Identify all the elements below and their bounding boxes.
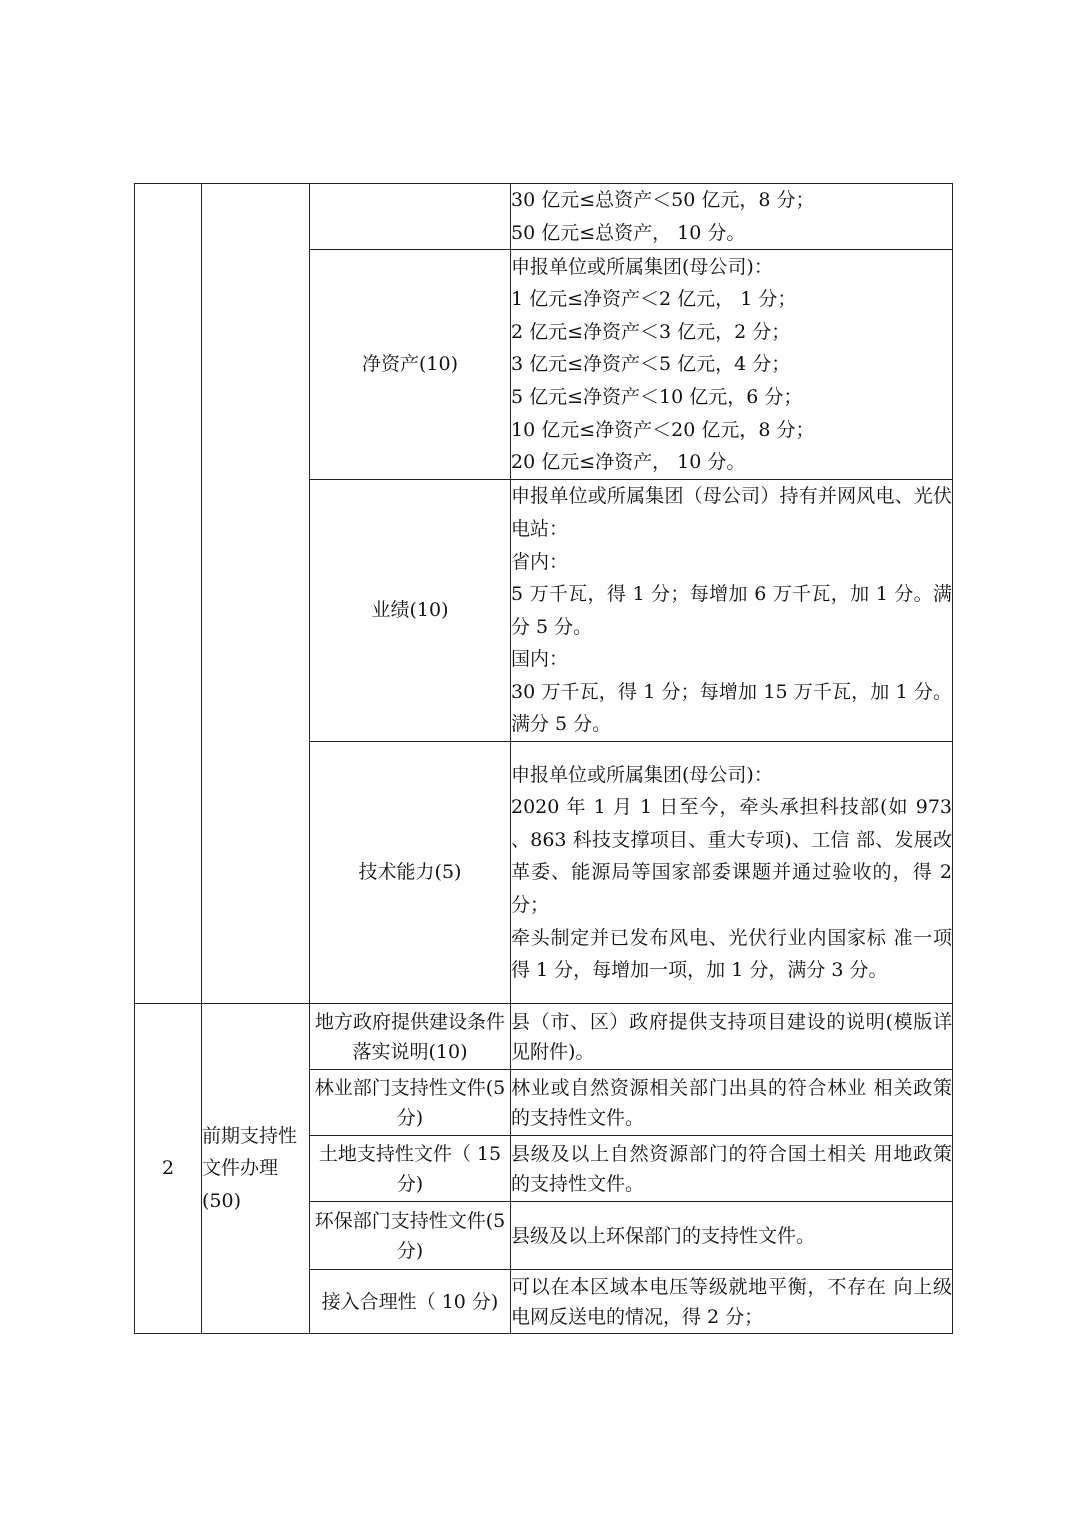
item-label: 环保部门支持性文件(5 分) <box>314 1209 506 1262</box>
desc-cell <box>511 742 953 1004</box>
item-cell <box>310 184 511 250</box>
desc-text: 县级及以上自然资源部门的符合国土相关 用地政策的支持性文件。 <box>511 1142 952 1195</box>
table-row <box>135 1004 953 1070</box>
desc-cell <box>511 480 953 742</box>
number-cell <box>135 184 202 1004</box>
desc-line: 申报单位或所属集团(母公司)： <box>511 763 773 786</box>
item-cell <box>310 1270 511 1334</box>
desc-text: 县级及以上环保部门的支持性文件。 <box>511 1224 816 1247</box>
item-label: 净资产(10) <box>361 353 458 376</box>
desc-cell <box>511 1004 953 1070</box>
desc-line: 50 亿元≤总资产， 10 分。 <box>511 221 746 244</box>
number-cell <box>135 1004 202 1334</box>
item-label: 地方政府提供建设条件落实说明(10) <box>314 1010 505 1063</box>
desc-cell <box>511 250 953 480</box>
desc-line: 30 亿元≤总资产＜50 亿元，8 分； <box>511 189 815 211</box>
row-number: 2 <box>161 1157 175 1180</box>
item-label: 土地支持性文件（ 15 分) <box>318 1142 502 1195</box>
category-cell <box>202 184 310 1004</box>
desc-line: 5 万千瓦，得 1 分；每增加 6 万千瓦，加 1 分。满分 5 分。 <box>511 583 952 638</box>
desc-line: 3 亿元≤净资产＜5 亿元，4 分； <box>511 353 791 376</box>
category-cell <box>202 1004 310 1334</box>
category-label: 前期支持性文件办理(50) <box>202 1124 298 1212</box>
item-cell <box>310 1202 511 1270</box>
desc-text: 可以在本区域本电压等级就地平衡，不存在 向上级电网反送电的情况，得 2 分； <box>511 1275 952 1328</box>
item-label: 技术能力(5) <box>358 861 462 884</box>
desc-line: 申报单位或所属集团（母公司）持有并网风电、光伏电站： <box>511 485 952 540</box>
desc-line: 2020 年 1 月 1 日至今，牵头承担科技部(如 973 、863 科技支撑项目、重大专项)、工信 部、发展改革委、能源局等国家部委课题并通过验收的，得 2 分； <box>511 796 952 916</box>
desc-line: 1 亿元≤净资产＜2 亿元， 1 分； <box>511 288 797 311</box>
desc-line: 国内： <box>511 648 569 671</box>
desc-cell <box>511 184 953 250</box>
desc-line: 20 亿元≤净资产， 10 分。 <box>511 451 746 474</box>
desc-line: 申报单位或所属集团(母公司)： <box>511 255 773 278</box>
desc-line: 2 亿元≤净资产＜3 亿元，2 分； <box>511 320 791 343</box>
desc-cell <box>511 1270 953 1334</box>
desc-cell <box>511 1070 953 1136</box>
desc-cell <box>511 1202 953 1270</box>
item-label: 接入合理性（ 10 分) <box>321 1290 499 1313</box>
desc-text: 县（市、区）政府提供支持项目建设的说明(模版详见附件)。 <box>511 1010 952 1063</box>
item-cell <box>310 250 511 480</box>
scoring-table <box>134 183 953 1334</box>
desc-line: 30 万千瓦，得 1 分；每增加 15 万千瓦，加 1 分。满分 5 分。 <box>511 680 952 736</box>
desc-text: 林业或自然资源相关部门出具的符合林业 相关政策的支持性文件。 <box>511 1076 952 1129</box>
item-cell <box>310 1070 511 1136</box>
item-cell <box>310 1136 511 1202</box>
item-cell <box>310 1004 511 1070</box>
desc-line: 5 亿元≤净资产＜10 亿元，6 分； <box>511 385 803 408</box>
item-cell <box>310 480 511 742</box>
desc-cell <box>511 1136 953 1202</box>
item-label: 林业部门支持性文件(5 分) <box>314 1076 506 1129</box>
item-cell <box>310 742 511 1004</box>
desc-line: 10 亿元≤净资产＜20 亿元，8 分； <box>511 418 815 441</box>
table-row <box>135 184 953 250</box>
desc-line: 牵头制定并已发布风电、光伏行业内国家标 准一项得 1 分，每增加一项，加 1 分，满分 3 分。 <box>511 926 952 982</box>
desc-line: 省内： <box>511 550 569 573</box>
item-label: 业绩(10) <box>371 599 449 622</box>
